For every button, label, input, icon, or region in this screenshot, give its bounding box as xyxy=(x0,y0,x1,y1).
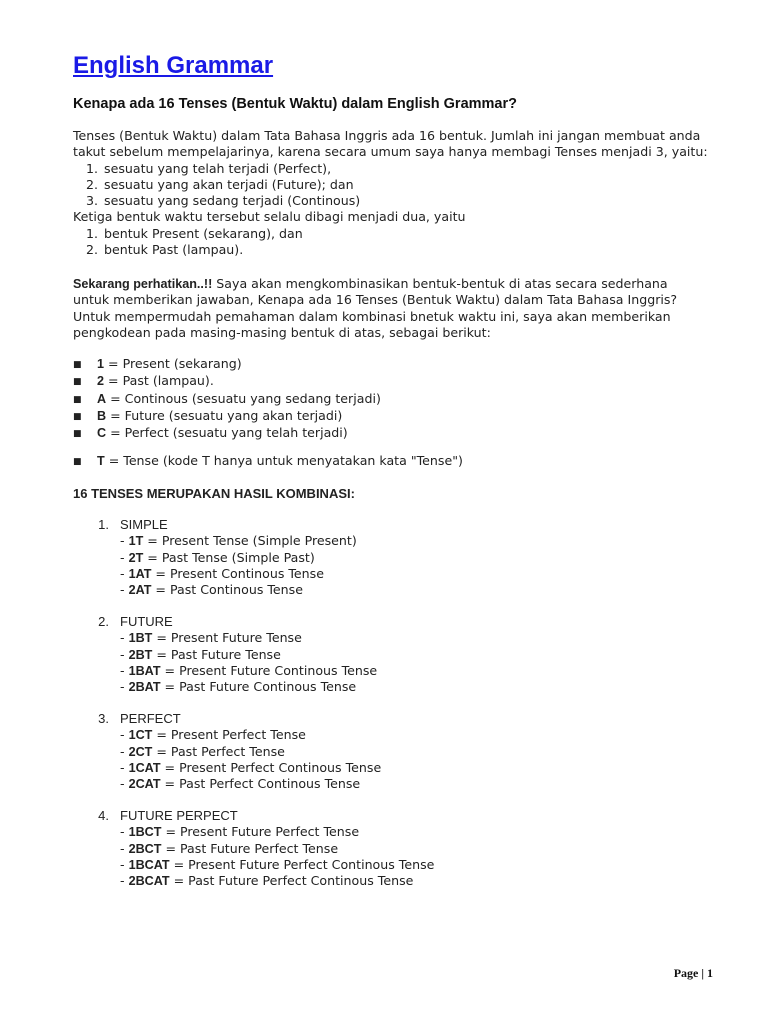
attention-lead: Sekarang perhatikan..!! xyxy=(73,277,213,291)
list-number: 1. xyxy=(85,225,98,241)
group-number: 2. xyxy=(98,614,109,629)
group-number: 4. xyxy=(98,808,109,823)
attention-block: Sekarang perhatikan..!! Saya akan mengkombinasikan bentuk-bentuk di atas secara sederhana untuk memberikan jawaban, Kenapa ada 16 Tenses (Bentuk Waktu) dalam Tata Bahasa Inggris? Untuk mempermudah pemahaman dalam kombinasi bnetuk waktu ini, saya akan memberikan pengkodean pada masing-masing bentuk di atas, sebagai berikut: xyxy=(73,276,733,341)
group-perfect xyxy=(73,711,733,792)
tense-item: - 2BCT = Past Future Perfect Tense xyxy=(120,840,339,856)
page-footer: Page | 1 xyxy=(673,966,713,980)
tense-item: - 1AT = Present Continous Tense xyxy=(120,565,324,581)
list-number: 3. xyxy=(85,193,98,209)
page-title: English Grammar xyxy=(73,52,274,79)
attention-line: pengkodean pada masing-masing bentuk di atas, sebagai berikut: xyxy=(73,324,491,340)
tense-item: - 1BAT = Present Future Continous Tense xyxy=(120,662,378,678)
list-item: 3. sesuatu yang sedang terjadi (Continous) xyxy=(73,193,733,209)
combination-title: 16 TENSES MERUPAKAN HASIL KOMBINASI: xyxy=(73,486,355,501)
intro-line: takut sebelum mempelajarinya, karena secara umum saya hanya membagi Tenses menjadi 3, yaitu: xyxy=(73,144,708,160)
page-number: 1 xyxy=(707,966,713,980)
code-list xyxy=(73,356,381,442)
code-item: ■ B = Future (sesuatu yang akan terjadi) xyxy=(73,408,381,425)
code-item: ■ T = Tense (kode T hanya untuk menyatakan kata "Tense") xyxy=(73,453,463,470)
bullet-icon: ■ xyxy=(73,394,82,405)
intro-line: Tenses (Bentuk Waktu) dalam Tata Bahasa Inggris ada 16 bentuk. Jumlah ini jangan membuat anda xyxy=(73,128,701,143)
code-item: ■ 2 = Past (lampau). xyxy=(73,373,381,390)
tense-item: - 1BCT = Present Future Perfect Tense xyxy=(120,824,360,840)
tense-code xyxy=(73,453,463,470)
bullet-icon: ■ xyxy=(73,457,82,467)
tense-item: - 2CAT = Past Perfect Continous Tense xyxy=(120,776,361,792)
group-future xyxy=(73,614,733,695)
bullet-icon: ■ xyxy=(73,429,82,440)
bullet-icon: ■ xyxy=(73,411,82,422)
bullet-icon: ■ xyxy=(73,360,82,370)
code-item: ■ C = Perfect (sesuatu yang telah terjadi) xyxy=(73,425,381,442)
intro-block xyxy=(73,128,733,258)
group-simple xyxy=(73,517,733,598)
tense-item: - 2AT = Past Continous Tense xyxy=(120,582,303,598)
attention-line: Untuk mempermudah pemahaman dalam kombinasi bnetuk waktu ini, saya akan memberikan xyxy=(73,308,671,324)
list-item: 1. bentuk Present (sekarang), dan xyxy=(73,226,733,242)
page-label: Page xyxy=(673,966,699,980)
tense-item: - 1CT = Present Perfect Tense xyxy=(120,727,306,743)
group-name: FUTURE xyxy=(120,614,173,629)
list-number: 2. xyxy=(85,242,98,258)
code-item: ■ 1 = Present (sekarang) xyxy=(73,356,381,373)
code-item: ■ A = Continous (sesuatu yang sedang terjadi) xyxy=(73,391,381,408)
bullet-icon: ■ xyxy=(73,377,82,388)
question-heading: Kenapa ada 16 Tenses (Bentuk Waktu) dalam English Grammar? xyxy=(73,96,517,112)
list-item: 2. sesuatu yang akan terjadi (Future); dan xyxy=(73,177,733,193)
attention-line: untuk memberikan jawaban, Kenapa ada 16 Tenses (Bentuk Waktu) dalam Tata Bahasa Inggris? xyxy=(73,292,678,308)
list-number: 2. xyxy=(85,176,98,192)
tense-item: - 1BCAT = Present Future Perfect Continous Tense xyxy=(120,856,435,872)
group-name: SIMPLE xyxy=(120,517,168,532)
tense-item: - 2BCAT = Past Future Perfect Continous Tense xyxy=(120,873,414,889)
tense-item: - 2BT = Past Future Tense xyxy=(120,646,281,662)
group-number: 3. xyxy=(98,711,109,726)
group-name: FUTURE PERPECT xyxy=(120,808,238,823)
list-number: 1. xyxy=(85,160,98,176)
list-item: 2. bentuk Past (lampau). xyxy=(73,242,733,258)
tense-item: - 2T = Past Tense (Simple Past) xyxy=(120,549,315,565)
list-item: 1. sesuatu yang telah terjadi (Perfect), xyxy=(73,161,733,177)
group-name: PERFECT xyxy=(120,711,181,726)
group-number: 1. xyxy=(98,517,109,532)
split-intro: Ketiga bentuk waktu tersebut selalu dibagi menjadi dua, yaitu xyxy=(73,209,466,225)
tense-item: - 1BT = Present Future Tense xyxy=(120,630,302,646)
group-future-perfect xyxy=(73,808,733,889)
tense-item: - 1T = Present Tense (Simple Present) xyxy=(120,533,357,549)
tense-item: - 1CAT = Present Perfect Continous Tense xyxy=(120,759,382,775)
tense-item: - 2CT = Past Perfect Tense xyxy=(120,743,285,759)
tense-item: - 2BAT = Past Future Continous Tense xyxy=(120,679,357,695)
